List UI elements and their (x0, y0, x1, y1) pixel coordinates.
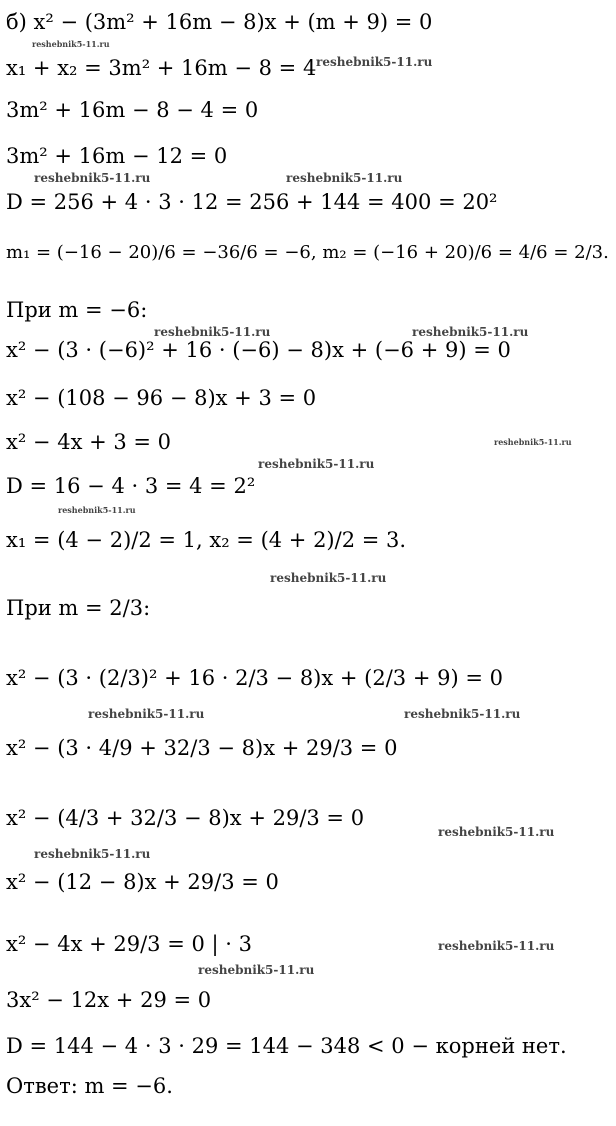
line-21: Ответ: m = −6. (6, 1074, 173, 1098)
line-7: При m = −6: (6, 298, 148, 322)
line-1: б) x² − (3m² + 16m − 8)x + (m + 9) = 0 (6, 10, 433, 34)
watermark: reshebnik5-11.ru (258, 457, 375, 471)
line-12: x₁ = (4 − 2)/2 = 1, x₂ = (4 + 2)/2 = 3. (6, 528, 407, 552)
watermark: reshebnik5-11.ru (404, 707, 521, 721)
watermark: reshebnik5-11.ru (32, 39, 110, 49)
watermark: reshebnik5-11.ru (34, 171, 151, 185)
watermark: reshebnik5-11.ru (286, 171, 403, 185)
watermark: reshebnik5-11.ru (34, 847, 151, 861)
watermark: reshebnik5-11.ru (58, 505, 136, 515)
line-4: 3m² + 16m − 12 = 0 (6, 144, 228, 168)
watermark: reshebnik5-11.ru (412, 325, 529, 339)
line-8: x² − (3 · (−6)² + 16 · (−6) − 8)x + (−6 + 9) = 0 (6, 338, 511, 362)
line-5: D = 256 + 4 · 3 · 12 = 256 + 144 = 400 = 20² (6, 190, 498, 214)
line-13: При m = 2/3: (6, 596, 151, 620)
line-14: x² − (3 · (2/3)² + 16 · 2/3 − 8)x + (2/3 + 9) = 0 (6, 666, 503, 690)
line-9: x² − (108 − 96 − 8)x + 3 = 0 (6, 386, 317, 410)
watermark: reshebnik5-11.ru (438, 825, 555, 839)
watermark: reshebnik5-11.ru (438, 939, 555, 953)
line-10: x² − 4x + 3 = 0 (6, 430, 172, 454)
watermark: reshebnik5-11.ru (494, 437, 572, 447)
line-6: m₁ = (−16 − 20)/6 = −36/6 = −6, m₂ = (−16 + 20)/6 = 4/6 = 2/3. (6, 242, 609, 263)
watermark: reshebnik5-11.ru (88, 707, 205, 721)
line-17: x² − (12 − 8)x + 29/3 = 0 (6, 870, 279, 894)
line-20: D = 144 − 4 · 3 · 29 = 144 − 348 < 0 − корней нет. (6, 1034, 567, 1058)
line-19: 3x² − 12x + 29 = 0 (6, 988, 212, 1012)
watermark: reshebnik5-11.ru (270, 571, 387, 585)
line-2: x₁ + x₂ = 3m² + 16m − 8 = 4 (6, 56, 317, 80)
line-15: x² − (3 · 4/9 + 32/3 − 8)x + 29/3 = 0 (6, 736, 398, 760)
line-16: x² − (4/3 + 32/3 − 8)x + 29/3 = 0 (6, 806, 365, 830)
line-11: D = 16 − 4 · 3 = 4 = 2² (6, 474, 256, 498)
line-3: 3m² + 16m − 8 − 4 = 0 (6, 98, 259, 122)
line-18: x² − 4x + 29/3 = 0 | · 3 (6, 932, 252, 956)
watermark: reshebnik5-11.ru (198, 963, 315, 977)
watermark: reshebnik5-11.ru (316, 55, 433, 69)
watermark: reshebnik5-11.ru (154, 325, 271, 339)
